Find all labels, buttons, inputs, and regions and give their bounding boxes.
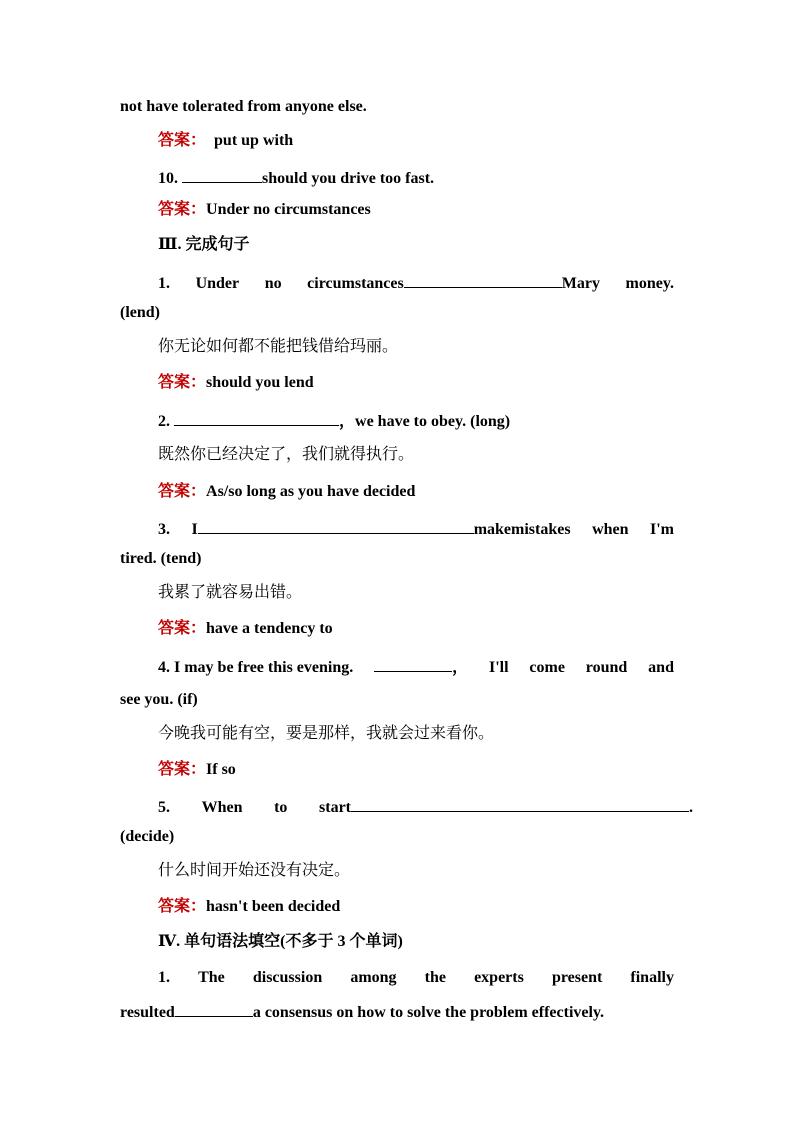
answer-text: Under no circumstances <box>206 201 371 218</box>
section-title: Ⅲ. 完成句子 <box>158 236 250 253</box>
answer-blank[interactable] <box>174 409 339 426</box>
s3-item-5-answer <box>158 897 674 917</box>
answer-label: 答案： <box>158 374 207 391</box>
question-word: 1. <box>158 275 170 292</box>
question-word: money. <box>625 275 674 292</box>
question-hint: tired. (tend) <box>120 550 202 567</box>
question-word: The <box>198 969 225 986</box>
s3-item-2-answer <box>158 482 674 502</box>
chinese-translation: 既然你已经决定了，我们就得执行。 <box>158 446 415 463</box>
s3-item-4 <box>158 655 674 678</box>
answer-blank[interactable] <box>182 166 262 183</box>
question-word: experts <box>474 969 524 986</box>
question-text: a consensus on how to solve the problem effectively. <box>252 1004 605 1021</box>
answer-text: should you lend <box>206 374 314 391</box>
question-hint: see you. (if) <box>120 691 198 708</box>
question-word: 5. <box>158 799 170 816</box>
question-word: 1. <box>158 969 170 986</box>
chinese-translation: 我累了就容易出错。 <box>158 584 303 601</box>
question-word: circumstances <box>307 275 404 292</box>
question-word: no <box>264 275 282 292</box>
s4-item-1 <box>158 968 674 988</box>
s3-item-1 <box>158 271 674 294</box>
question-word: Mary <box>561 275 600 292</box>
answer-blank[interactable] <box>374 655 452 672</box>
question-word: makemistakes <box>473 521 571 538</box>
question-10 <box>158 166 674 189</box>
s3-item-4-cont <box>120 690 674 710</box>
s3-item-5-chinese <box>158 861 674 881</box>
question-text: should you drive too fast. <box>262 170 435 187</box>
s3-item-3-cont <box>120 549 674 569</box>
s3-item-1-chinese <box>158 337 674 357</box>
question-punct: ， <box>339 413 356 430</box>
question-word: discussion <box>252 969 323 986</box>
question-word: resulted <box>120 1004 175 1021</box>
prev-question-tail <box>120 97 674 117</box>
question-number: 2. <box>158 413 170 430</box>
prev-question-tail-text: not have tolerated from anyone else. <box>120 98 367 115</box>
section-4-title <box>158 932 674 952</box>
s3-item-3-answer <box>158 619 674 639</box>
s3-item-2-chinese <box>158 445 674 465</box>
s3-item-3 <box>158 517 674 540</box>
chinese-translation: 今晚我可能有空，要是那样，我就会过来看你。 <box>158 725 495 742</box>
question-number: 3. <box>158 521 170 538</box>
answer-q10 <box>158 200 674 220</box>
question-text: we have to obey. (long) <box>355 413 511 430</box>
answer-text: As/so long as you have decided <box>206 483 416 500</box>
question-word: the <box>424 969 446 986</box>
answer-label: 答案： <box>158 620 207 637</box>
chinese-translation: 你无论如何都不能把钱借给玛丽。 <box>158 338 399 355</box>
answer-blank[interactable] <box>198 517 474 534</box>
s3-item-1-answer <box>158 373 674 393</box>
answer-label: 答案： <box>158 898 207 915</box>
s3-item-5-cont <box>120 827 674 847</box>
answer-text: hasn't been decided <box>206 898 341 915</box>
chinese-translation: 什么时间开始还没有决定。 <box>158 862 351 879</box>
s3-item-4-chinese <box>158 724 674 744</box>
question-word: when <box>592 521 629 538</box>
s3-item-4-answer <box>158 760 674 780</box>
question-number: 4. <box>158 659 170 676</box>
question-text: I may be free this evening. <box>174 659 354 676</box>
s3-item-2 <box>158 409 674 432</box>
s4-item-1-cont <box>120 1000 674 1023</box>
answer-blank[interactable] <box>175 1000 253 1017</box>
question-word: round <box>585 659 628 676</box>
question-hint: (decide) <box>120 828 175 845</box>
question-word: I'll <box>488 659 509 676</box>
answer-text: have a tendency to <box>206 620 333 637</box>
question-word: Under <box>195 275 240 292</box>
question-word: finally <box>630 969 674 986</box>
question-word: among <box>350 969 397 986</box>
answer-blank[interactable] <box>404 271 562 288</box>
question-word: to <box>274 799 288 816</box>
answer-text: put up with <box>214 132 294 149</box>
section-3-title <box>158 235 674 255</box>
question-word: When <box>201 799 243 816</box>
answer-prev <box>158 131 674 151</box>
s3-item-3-chinese <box>158 583 674 603</box>
question-number: 10. <box>158 170 178 187</box>
question-word: and <box>648 659 674 676</box>
question-word: I <box>191 521 198 538</box>
answer-label: 答案： <box>158 761 207 778</box>
question-word: present <box>551 969 603 986</box>
question-word: come <box>529 659 565 676</box>
s3-item-1-cont <box>120 303 674 323</box>
answer-blank[interactable] <box>351 795 689 812</box>
s3-item-5 <box>158 795 693 818</box>
answer-label: 答案： <box>158 201 207 218</box>
question-hint: (lend) <box>120 304 160 321</box>
answer-label: 答案： <box>158 483 207 500</box>
question-word: start <box>319 799 351 816</box>
answer-label: 答案： <box>158 132 207 149</box>
answer-text: If so <box>206 761 236 778</box>
section-title: Ⅳ. 单句语法填空(不多于 3 个单词) <box>158 933 403 950</box>
question-word: I'm <box>649 521 674 538</box>
question-punct: ， <box>452 659 469 676</box>
question-punct: . <box>689 799 693 816</box>
